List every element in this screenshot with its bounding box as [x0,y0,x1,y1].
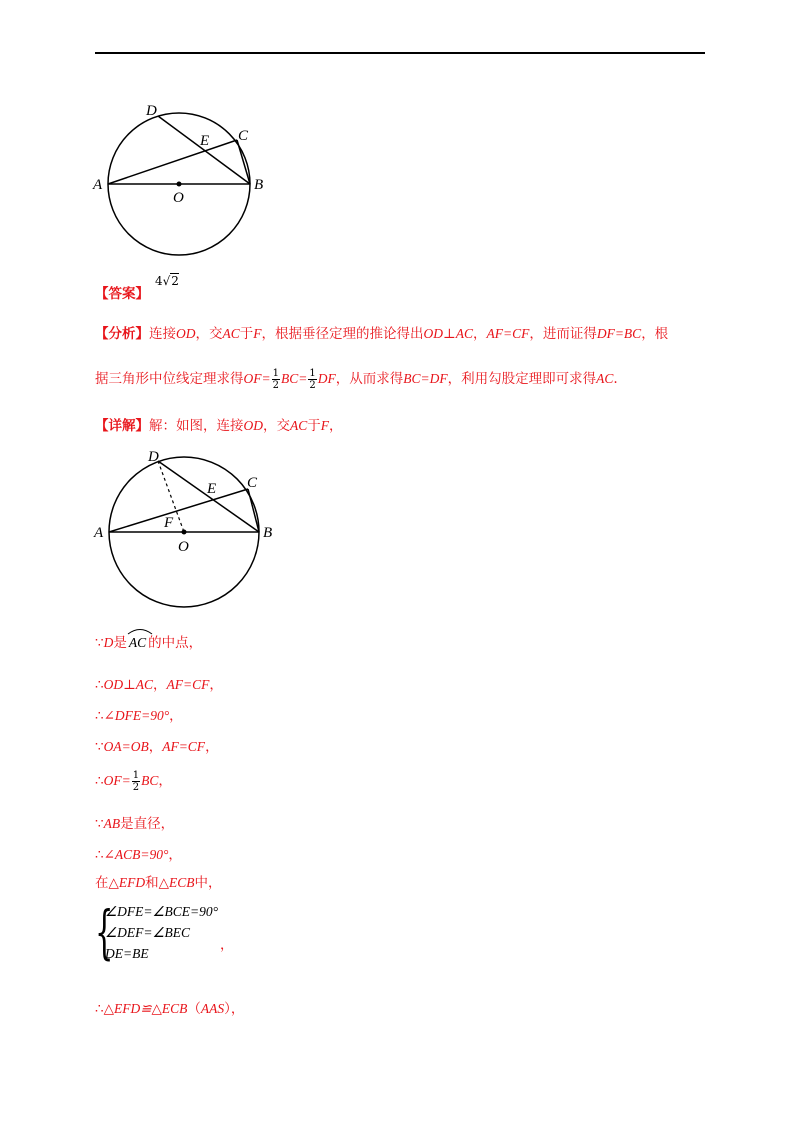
text: 解：如图，连接 [149,418,244,434]
math: DF=BC [596,326,642,341]
label-o: O [178,539,189,555]
text: ，根据垂径定理的推论得出 [261,326,424,342]
system-row-3: DE=BE [105,946,149,961]
analysis-tag: 【分析】 [95,326,149,342]
fraction-half [308,368,316,391]
fraction-half [272,368,280,391]
system-row-1: ∠DFE=∠BCE=90° [105,904,219,919]
math: D [103,635,114,650]
analysis-line-2 [95,368,618,391]
text: ，利用勾股定理即可求得 [447,371,597,387]
math: OD [243,418,263,433]
step-4 [95,738,219,756]
detail-line [95,417,343,435]
brace-glyph: { [95,898,114,966]
frac-den: 2 [132,782,140,793]
label-e: E [200,133,210,149]
because-symbol: ∵ [95,635,104,651]
step-5 [95,770,172,793]
text: 于 [239,326,254,342]
label-e: E [207,481,217,497]
math: AC [290,418,308,433]
therefore-symbol: ∴ [95,847,104,863]
text: 连接 [149,326,176,342]
step-9 [95,1000,244,1018]
frac-num: 1 [309,368,316,379]
text: ，从而求得 [335,371,404,387]
center-point [182,530,187,535]
text: ， [168,847,182,863]
math: AB [103,816,121,831]
text: ， [209,677,223,693]
step-8 [95,874,222,892]
center-point [177,182,182,187]
math: △ECB [158,875,195,890]
math: AF=CF [486,326,530,341]
math: OF= [103,773,131,788]
text: （ [187,1001,201,1017]
math: BC= [280,371,308,386]
math: AF=CF [162,739,206,754]
math: OA=OB [103,739,149,754]
label-d: D [146,103,157,119]
answer-value [155,274,179,288]
label-o: O [173,190,184,206]
analysis-line-1 [95,325,668,343]
step-2 [95,676,223,694]
text: ， [169,708,183,724]
frac-num: 1 [132,770,140,781]
math: AC [596,371,614,386]
label-a: A [93,177,103,193]
text: . [613,371,618,387]
math: AF=CF [166,677,210,692]
label-b: B [263,525,273,541]
frac-den: 2 [309,380,316,391]
label-f: F [164,515,174,531]
text: 是 [113,635,127,651]
step-1 [95,634,202,652]
label-d: D [148,449,159,465]
detail-tag: 【详解】 [95,418,149,434]
arc-ac [127,634,148,652]
therefore-symbol: ∴ [95,773,104,789]
arc-text: AC [128,635,147,650]
text: 的中点， [148,635,203,651]
text: ， [329,418,343,434]
math: OD⊥AC [103,677,154,692]
math: BC [141,773,159,788]
because-symbol: ∵ [95,739,104,755]
math: BC=DF [403,371,448,386]
math: OD⊥AC [423,326,473,341]
math: ∠ACB=90° [103,847,169,862]
figure-circle-2 [90,445,290,610]
answer-tag: 【答案】 [95,286,149,302]
math: F [253,326,262,341]
because-symbol: ∵ [95,816,104,832]
text: 于 [307,418,321,434]
text: ， [472,326,487,342]
text: 是直径， [120,816,175,832]
therefore-symbol: ∴ [95,708,104,724]
math: F [320,418,330,433]
answer-radicand: 2 [171,274,179,288]
therefore-symbol: ∴ [95,1001,104,1017]
label-c: C [247,475,258,491]
text: ，交 [195,326,223,342]
text: 据三角形中位线定理求得 [95,371,244,387]
text: ，根 [641,326,669,342]
math: AAS [200,1001,225,1016]
step-3 [95,707,183,725]
math: OD [176,326,196,341]
text: ， [148,739,163,755]
label-a: A [94,525,104,541]
text: ， [158,773,172,789]
math: △EFD [108,875,146,890]
frac-num: 1 [272,368,279,379]
answer-line [95,285,149,303]
step-7 [95,846,182,864]
therefore-symbol: ∴ [95,677,104,693]
chord-db [158,116,250,184]
label-b: B [254,177,264,193]
chord-ac [108,140,237,184]
step-6 [95,815,174,833]
math: OF= [243,371,271,386]
text: ） [224,1001,231,1017]
arc-mark [126,625,154,635]
answer-coef: 4 [155,274,163,288]
text: ， [220,937,234,953]
math: △EFD≌△ECB [103,1001,188,1016]
system-row-2: ∠DEF=∠BEC [105,925,191,940]
math: AC [222,326,240,341]
sqrt-sign: √ [162,274,171,288]
header-rule [95,52,705,54]
fraction-half [132,770,140,793]
label-c: C [238,128,249,144]
figure-circle-1 [90,95,290,260]
text: 在 [95,875,109,891]
text: ，进而证得 [529,326,597,342]
math: DF [317,371,336,386]
math: ∠DFE=90° [103,708,170,723]
text: 和 [145,875,159,891]
text: ， [153,677,167,693]
text: 中， [194,875,222,891]
chord-cb [237,140,250,184]
text: ， [230,1001,245,1017]
system-comma [220,936,234,954]
text: ， [205,739,219,755]
text: ，交 [263,418,290,434]
frac-den: 2 [272,380,279,391]
